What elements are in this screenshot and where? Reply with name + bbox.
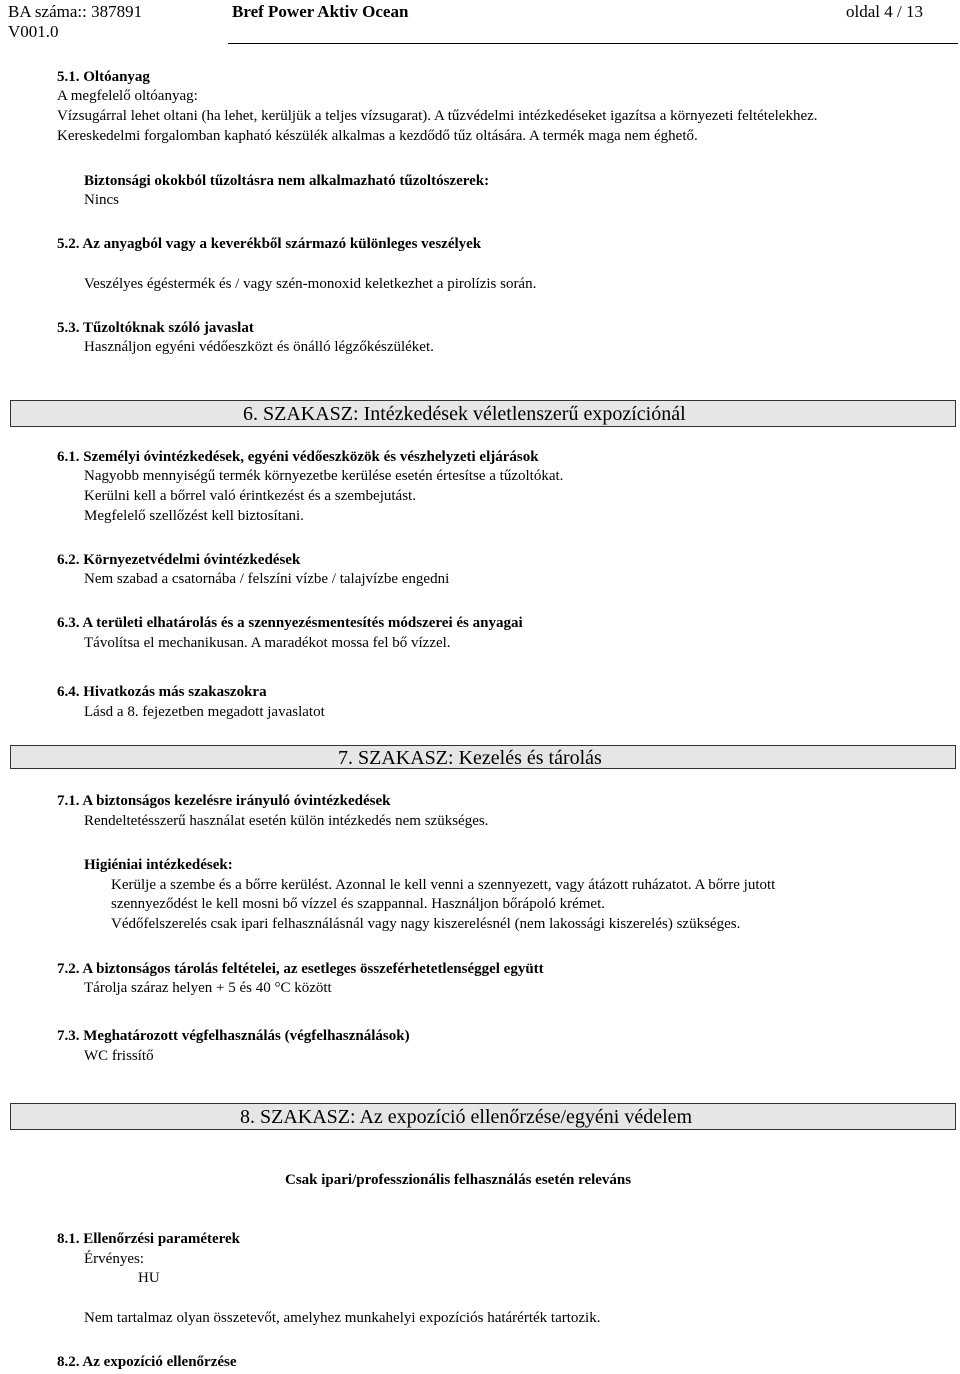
s61-line-2: Kerülni kell a bőrrel való érintkezést és a szembejutást. bbox=[84, 488, 416, 504]
s72-text: Tárolja száraz helyen + 5 és 40 °C között bbox=[84, 980, 332, 996]
document-number: BA száma:: 387891 bbox=[8, 2, 143, 21]
s82-title: 8.2. Az expozíció ellenőrzése bbox=[57, 1354, 237, 1370]
s61-line-1: Nagyobb mennyiségű termék környezetbe kerülése esetén értesítse a tűzoltókat. bbox=[84, 468, 564, 484]
valid-label: Érvényes: bbox=[84, 1251, 144, 1267]
section-8-title: 8. SZAKASZ: Az expozíció ellenőrzése/egyéni védelem bbox=[240, 1106, 693, 1128]
unsuitable-agents-title: Biztonsági okokból tűzoltásra nem alkalmazható tűzoltószerek: bbox=[84, 173, 490, 189]
hygiene-line-3: Védőfelszerelés csak ipari felhasználásnál vagy nagy kiszerelésnél (nem lakossági kiszerelés) szükséges. bbox=[111, 916, 741, 932]
s51-line-3: Kereskedelmi forgalomban kapható készülék alkalmas a kezdődő tűz oltására. A termék maga nem éghető. bbox=[57, 128, 698, 144]
s64-text: Lásd a 8. fejezetben megadott javaslatot bbox=[84, 704, 325, 720]
s63-title: 6.3. A területi elhatárolás és a szennyezésmentesítés módszerei és anyagai bbox=[57, 615, 523, 631]
s51-title: 5.1. Oltóanyag bbox=[57, 69, 150, 85]
section-6-title: 6. SZAKASZ: Intézkedések véletlenszerű expozíciónál bbox=[243, 403, 686, 425]
s71-text: Rendeltetésszerű használat esetén külön intézkedés nem szükséges. bbox=[84, 813, 489, 829]
header-rule bbox=[228, 43, 958, 44]
s73-title: 7.3. Meghatározott végfelhasználás (végfelhasználások) bbox=[57, 1028, 410, 1044]
s61-line-3: Megfelelő szellőzést kell biztosítani. bbox=[84, 508, 304, 524]
hygiene-line-1: Kerülje a szembe és a bőrre kerülést. Azonnal le kell venni a szennyezett, vagy átázott ruházatot. A bőrre jutott bbox=[111, 877, 776, 893]
s51-line-2: Vízsugárral lehet oltani (ha lehet, kerüljük a teljes vízsugarat). A tűzvédelmi intézkedéseket igazítsa a környezeti feltételekhez. bbox=[57, 108, 818, 124]
s53-text: Használjon egyéni védőeszközt és önálló légzőkészüléket. bbox=[84, 339, 434, 355]
s71-title: 7.1. A biztonságos kezelésre irányuló óvintézkedések bbox=[57, 793, 391, 809]
product-name: Bref Power Aktiv Ocean bbox=[232, 2, 409, 21]
s62-text: Nem szabad a csatornába / felszíni vízbe / talajvízbe engedni bbox=[84, 571, 450, 587]
s61-title: 6.1. Személyi óvintézkedések, egyéni védőeszközök és vészhelyzeti eljárások bbox=[57, 449, 539, 465]
s52-title: 5.2. Az anyagból vagy a keverékből származó különleges veszélyek bbox=[57, 236, 482, 252]
s53-title: 5.3. Tűzoltóknak szóló javaslat bbox=[57, 320, 254, 336]
s64-title: 6.4. Hivatkozás más szakaszokra bbox=[57, 684, 267, 700]
s52-text: Veszélyes égéstermék és / vagy szén-monoxid keletkezhet a pirolízis során. bbox=[84, 276, 537, 292]
s81-title: 8.1. Ellenőrzési paraméterek bbox=[57, 1231, 241, 1247]
page-number: oldal 4 / 13 bbox=[846, 2, 923, 21]
s51-line-1: A megfelelő oltóanyag: bbox=[57, 88, 198, 104]
hygiene-line-2: szennyeződést le kell mosni bő vízzel és szappannal. Használjon bőrápoló krémet. bbox=[111, 896, 606, 912]
s81-text: Nem tartalmaz olyan összetevőt, amelyhez munkahelyi expozíciós határérték tartozik. bbox=[84, 1310, 601, 1326]
s72-title: 7.2. A biztonságos tárolás feltételei, az esetleges összeférhetetlenséggel együtt bbox=[57, 961, 544, 977]
s8-subtitle: Csak ipari/professzionális felhasználás esetén releváns bbox=[285, 1172, 632, 1188]
section-7-title: 7. SZAKASZ: Kezelés és tárolás bbox=[338, 747, 602, 769]
version-number: V001.0 bbox=[8, 22, 59, 41]
valid-value: HU bbox=[138, 1270, 160, 1286]
s63-text: Távolítsa el mechanikusan. A maradékot mossa fel bő vízzel. bbox=[84, 635, 451, 651]
s62-title: 6.2. Környezetvédelmi óvintézkedések bbox=[57, 552, 301, 568]
s73-text: WC frissítő bbox=[84, 1048, 154, 1064]
hygiene-title: Higiéniai intézkedések: bbox=[84, 857, 233, 873]
unsuitable-agents-value: Nincs bbox=[84, 192, 119, 208]
